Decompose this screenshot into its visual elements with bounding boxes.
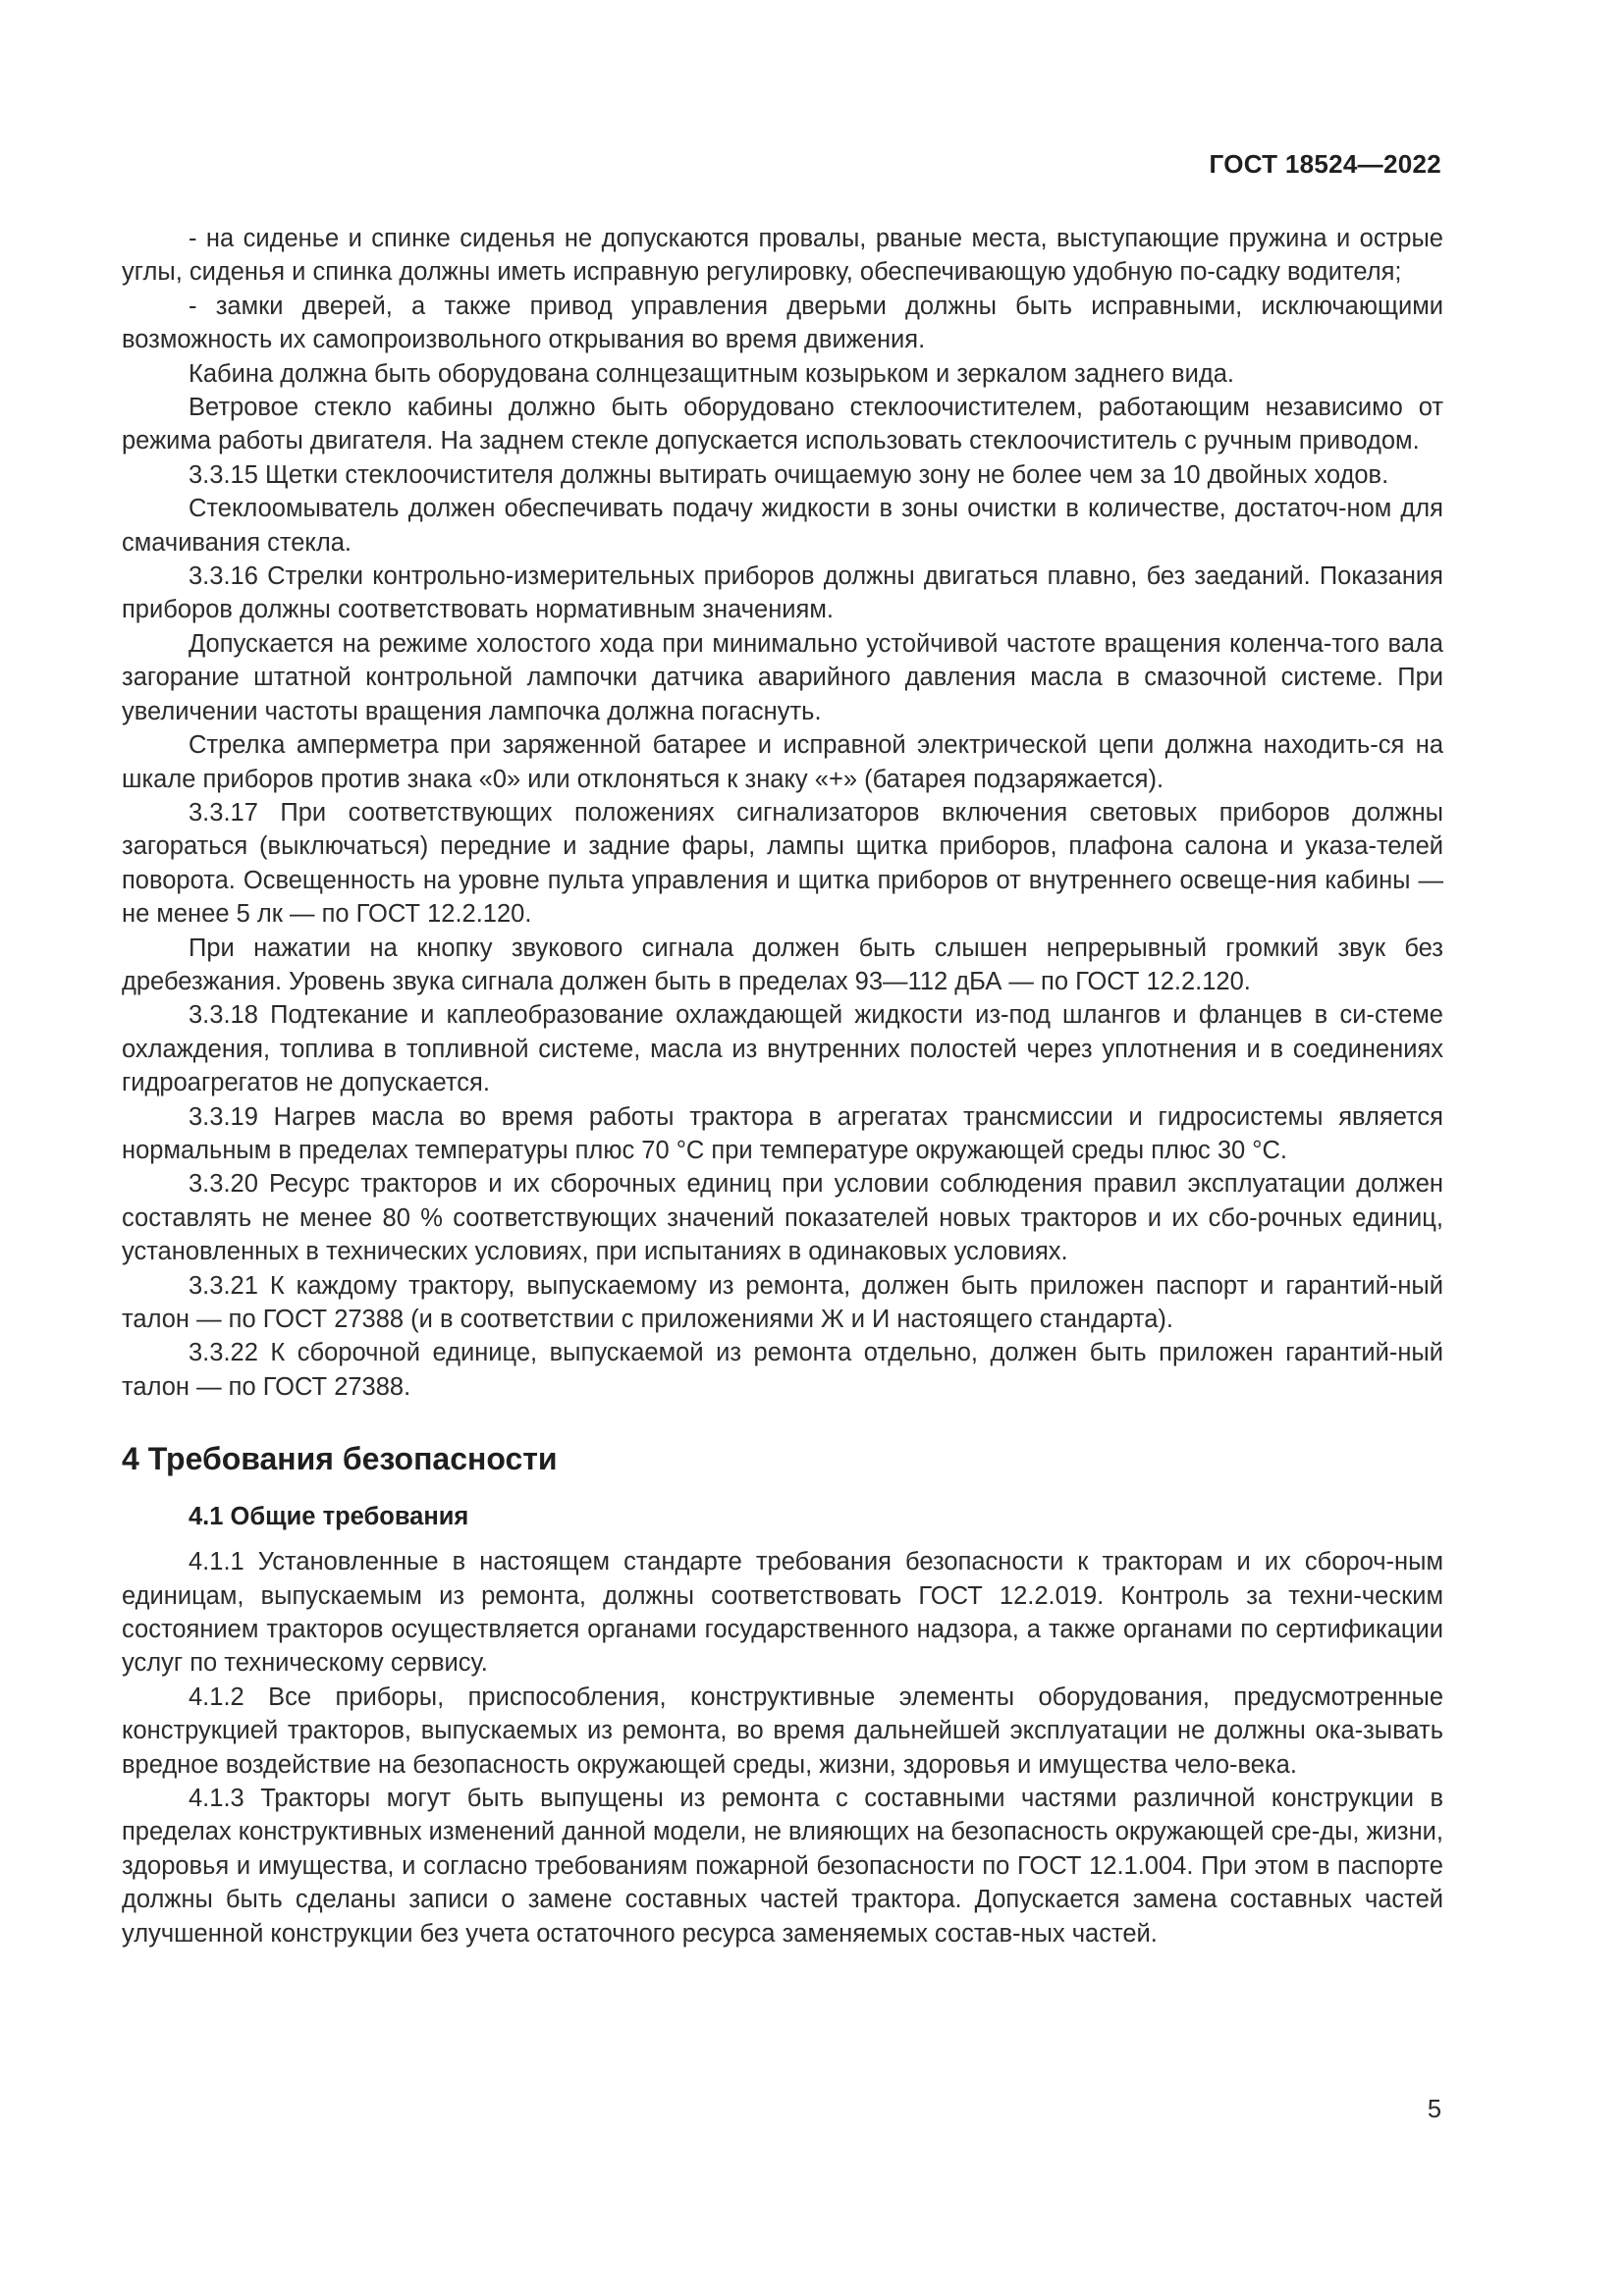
subsection-title: 4.1 Общие требования [189,1503,469,1531]
paragraph-3-3-22: 3.3.22 К сборочной единице, выпускаемой из ремонта отдельно, должен быть приложен гарантий-ный талон — по ГОСТ 27388. [122,1339,1443,1401]
paragraphs-top [122,222,1443,1404]
page-number: 5 [1427,2096,1441,2123]
paragraph-idle-lamp: Допускается на режиме холостого хода при минимально устойчивой частоте вращения коленча-того вала загорание штатной контрольной лампочки датчика аварийного давления масла в смазочной системе. При увеличении частоты вращения лампочка должна погаснуть. [122,629,1443,725]
paragraph-3-3-18: 3.3.18 Подтекание и каплеобразование охлаждающей жидкости из-под шлангов и фланцев в си-стеме охлаждения, топлива в топливной системе, масла из внутренних полостей через уплотнения и в соединениях гидроагрегатов не допускается. [122,1001,1443,1097]
paragraph-sun-visor: Кабина должна быть оборудована солнцезащитным козырьком и зеркалом заднего вида. [189,359,1234,388]
paragraph-4-1-1: 4.1.1 Установленные в настоящем стандарте требования безопасности к тракторам и их сбороч-ным единицам, выпускаемым из ремонта, должны соответствовать ГОСТ 12.2.019. Контроль за техни-ческим состоянием тракторов осуществляется органами государственного надзора, а также органами по сертификации услуг по техническому сервису. [122,1548,1443,1678]
page-body [122,222,1443,1950]
paragraph-3-3-20: 3.3.20 Ресурс тракторов и их сборочных единиц при условии соблюдения правил эксплуатации должен составлять не менее 80 % соответствующих значений показателей новых тракторов и их сбо-рочных единиц, установленных в технических условиях, при испытаниях в одинаковых условиях. [122,1170,1443,1266]
paragraph-3-3-19: 3.3.19 Нагрев масла во время работы трактора в агрегатах трансмиссии и гидросистемы является нормальным в пределах температуры плюс 70 °С при температуре окружающей среды плюс 30 °С. [122,1102,1443,1164]
paragraph-horn: При нажатии на кнопку звукового сигнала должен быть слышен непрерывный громкий звук без дребезжания. Уровень звука сигнала должен быть в пределах 93—112 дБА — по ГОСТ 12.2.120. [122,934,1443,995]
section-title: 4 Требования безопасности [122,1441,558,1477]
paragraph-ammeter: Стрелка амперметра при заряженной батарее и исправной электрической цепи должна находить-ся на шкале приборов против знака «0» или отклоняться к знаку «+» (батарея подзаряжается). [122,731,1443,793]
paragraph-3-3-15: 3.3.15 Щетки стеклоочистителя должны вытирать очищаемую зону не более чем за 10 двойных ходов. [189,460,1389,489]
paragraphs-bottom [122,1545,1443,1950]
paragraph-door-locks: - замки дверей, а также привод управления дверьми должны быть исправными, исключающими возможность их самопроизвольного открывания во время движения. [122,292,1443,354]
document-code: ГОСТ 18524—2022 [1209,149,1441,179]
paragraph-4-1-2: 4.1.2 Все приборы, приспособления, конструктивные элементы оборудования, предусмотренные конструкцией тракторов, выпускаемых из ремонта, во время дальнейшей эксплуатации не должны ока-зывать вредное воздействие на безопасность окружающей среды, жизни, здоровья и имущества чело-века. [122,1682,1443,1779]
paragraph-windshield-wiper: Ветровое стекло кабины должно быть оборудовано стеклоочистителем, работающим независимо от режима работы двигателя. На заднем стекле допускается использовать стеклоочиститель с ручным приводом. [122,394,1443,455]
paragraph-washer: Стеклоомыватель должен обеспечивать подачу жидкости в зоны очистки в количестве, достаточ-ном для смачивания стекла. [122,495,1443,557]
paragraph-3-3-21: 3.3.21 К каждому трактору, выпускаемому из ремонта, должен быть приложен паспорт и гарантий-ный талон — по ГОСТ 27388 (и в соответствии с приложениями Ж и И настоящего стандарта). [122,1271,1443,1333]
paragraph-4-1-3: 4.1.3 Тракторы могут быть выпущены из ремонта с составными частями различной конструкции в пределах конструктивных изменений данной модели, не влияющих на безопасность окружающей сре-ды, жизни, здоровья и имущества, и согласно требованиям пожарной безопасности по ГОСТ 12.1.004. При этом в паспорте должны быть сделаны записи о замене составных частей трактора. Допускается замена составных частей улучшенной конструкции без учета остаточного ресурса заменяемых состав-ных частей. [122,1785,1443,1948]
paragraph-3-3-16: 3.3.16 Стрелки контрольно-измерительных приборов должны двигаться плавно, без заеданий. Показания приборов должны соответствовать нормативным значениям. [122,562,1443,624]
paragraph-3-3-17: 3.3.17 При соответствующих положениях сигнализаторов включения световых приборов должны загораться (выключаться) передние и задние фары, лампы щитка приборов, плафона салона и указа-телей поворота. Освещенность на уровне пульта управления и щитка приборов от внутреннего освеще-ния кабины — не менее 5 лк — по ГОСТ 12.2.120. [122,798,1443,929]
paragraph-seat-requirements: - на сиденье и спинке сиденья не допускаются провалы, рваные места, выступающие пружина и острые углы, сиденья и спинка должны иметь исправную регулировку, обеспечивающую удобную по-садку водителя; [122,225,1443,287]
